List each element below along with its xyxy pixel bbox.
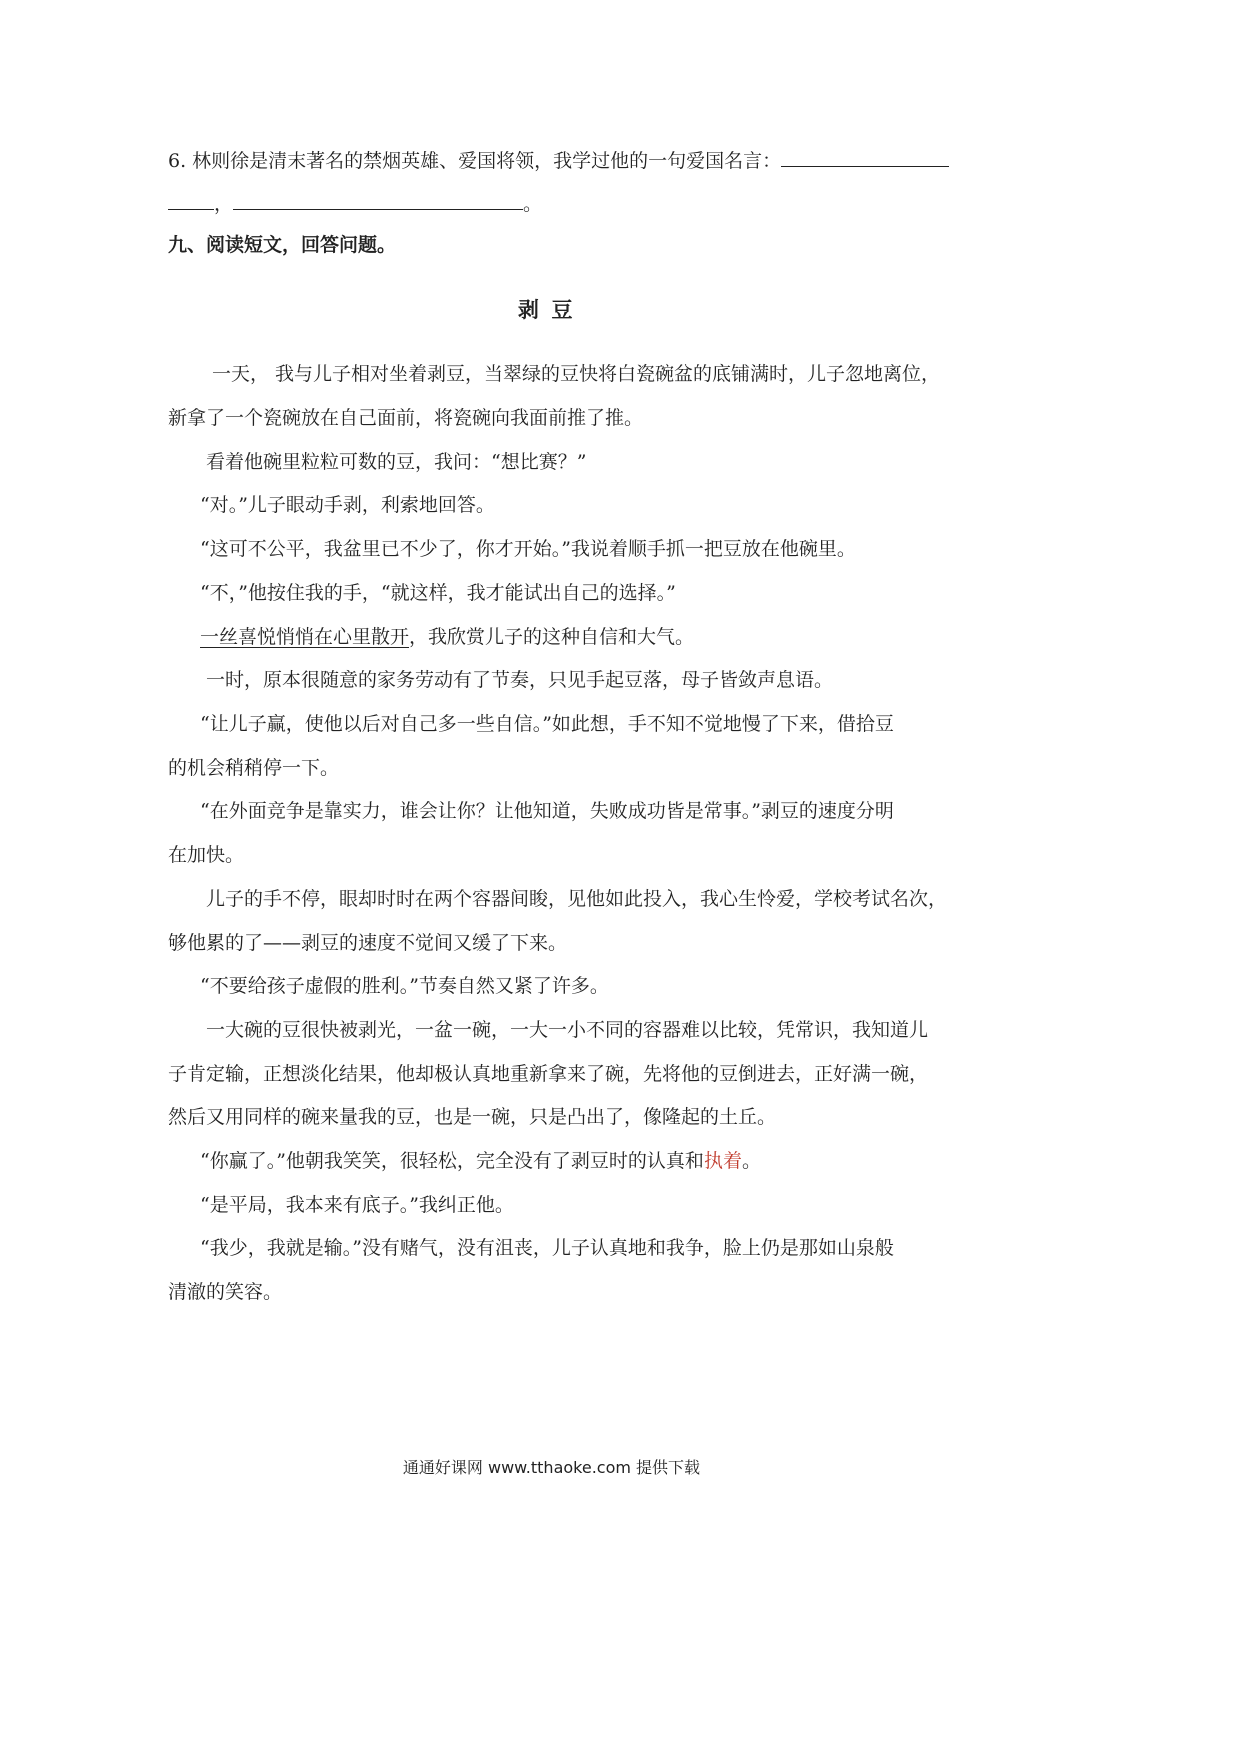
question-6-period: 。 <box>523 193 543 215</box>
paragraph-12-line-3: 然后又用同样的碗来量我的豆，也是一碗，只是凸出了，像隆起的土丘。 <box>168 1106 777 1128</box>
question-6-continued <box>168 189 943 217</box>
paragraph-15-line-2: 清澈的笑容。 <box>168 1281 283 1303</box>
paragraph-2: 看着他碗里粒粒可数的豆，我问：“想比赛？” <box>206 451 587 473</box>
paragraph-5: “不，”他按住我的手，“就这样，我才能试出自己的选择。” <box>200 582 676 604</box>
paragraph-1-line-2: 新拿了一个瓷碗放在自己面前，将瓷碗向我面前推了推。 <box>168 407 644 429</box>
paragraph-10-line-2: 够他累的了——剥豆的速度不觉间又缓了下来。 <box>168 932 568 954</box>
paragraph-9-line-2: 在加快。 <box>168 844 245 866</box>
answer-blank-1[interactable] <box>781 146 949 167</box>
paragraph-13 <box>168 1148 975 1174</box>
paragraph-3: “对。”儿子眼动手剥，利索地回答。 <box>200 494 495 516</box>
paragraph-8-line-2: 的机会稍稍停一下。 <box>168 757 340 779</box>
underlined-phrase: 一丝喜悦悄悄在心里散开 <box>200 626 410 648</box>
paragraph-4: “这可不公平，我盆里已不少了，你才开始。”我说着顺手抓一把豆放在他碗里。 <box>200 538 856 560</box>
paragraph-1-line-1: 一天， 我与儿子相对坐着剥豆，当翠绿的豆快将白瓷碗盆的底铺满时，儿子忽地离位， <box>212 363 941 385</box>
highlighted-word: 执着 <box>703 1150 742 1172</box>
answer-blank-2[interactable] <box>233 189 523 210</box>
paragraph-6 <box>168 624 975 650</box>
paragraph-12-line-2: 子肯定输，正想淡化结果，他却极认真地重新拿来了碗，先将他的豆倒进去，正好满一碗， <box>168 1063 929 1085</box>
paragraph-9-line-1: “在外面竞争是靠实力，谁会让你？让他知道，失败成功皆是常事。”剥豆的速度分明 <box>200 800 894 822</box>
paragraph-15-line-1: “我少，我就是输。”没有赌气，没有沮丧，儿子认真地和我争，脸上仍是那如山泉般 <box>200 1237 894 1259</box>
paragraph-11: “不要给孩子虚假的胜利。”节奏自然又紧了许多。 <box>200 975 609 997</box>
question-6 <box>168 146 943 174</box>
story-title: 剥豆 <box>517 297 586 322</box>
paragraph-13-end: 。 <box>741 1150 761 1172</box>
paragraph-7: 一时，原本很随意的家务劳动有了节奏，只见手起豆落，母子皆敛声息语。 <box>206 669 834 691</box>
question-6-text: 6. 林则徐是清末著名的禁烟英雄、爱国将领，我学过他的一句爱国名言： <box>168 150 782 172</box>
page-footer: 通通好课网 www.tthaoke.com 提供下载 <box>402 1458 701 1477</box>
paragraph-12-line-1: 一大碗的豆很快被剥光，一盆一碗，一大一小不同的容器难以比较，凭常识，我知道儿 <box>206 1019 929 1041</box>
answer-blank-1-continued[interactable] <box>168 189 214 210</box>
paragraph-13-main: “你赢了。”他朝我笑笑，很轻松，完全没有了剥豆时的认真和 <box>200 1150 704 1172</box>
paragraph-10-line-1: 儿子的手不停，眼却时时在两个容器间睃，见他如此投入，我心生怜爱，学校考试名次， <box>206 888 948 910</box>
paragraph-6-rest: ，我欣赏儿子的这种自信和大气。 <box>409 626 695 648</box>
paragraph-8-line-1: “让儿子赢，使他以后对自己多一些自信。”如此想，手不知不觉地慢了下来，借拾豆 <box>200 713 894 735</box>
paragraph-14: “是平局，我本来有底子。”我纠正他。 <box>200 1194 514 1216</box>
section-9-heading: 九、阅读短文，回答问题。 <box>168 234 397 256</box>
question-6-comma: ， <box>214 193 234 215</box>
